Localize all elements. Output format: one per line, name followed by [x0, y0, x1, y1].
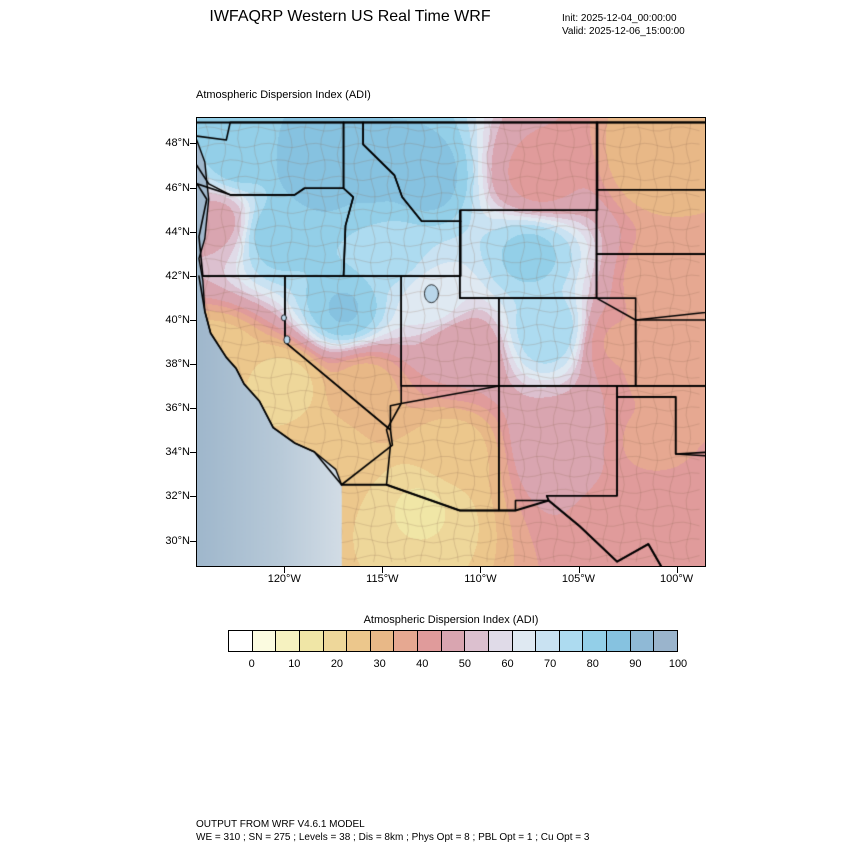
colorbar-swatch: [560, 631, 584, 651]
latitude-tick-label: 30°N: [165, 534, 190, 547]
latitude-tick-mark: [190, 232, 196, 233]
latitude-axis: [130, 117, 190, 567]
colorbar-swatch: [654, 631, 677, 651]
latitude-tick-mark: [190, 143, 196, 144]
colorbar-swatch: [583, 631, 607, 651]
colorbar-tick-label: 10: [288, 658, 301, 670]
latitude-tick-mark: [190, 452, 196, 453]
latitude-tick-label: 32°N: [165, 490, 190, 503]
colorbar-tick-label: 70: [543, 658, 557, 670]
colorbar-tick-label: 80: [586, 658, 599, 670]
run-valid-label: Valid: 2025-12-06_15:00:00: [562, 26, 685, 37]
colorbar-swatch: [276, 631, 300, 651]
footer-config-line: WE = 310 ; SN = 275 ; Levels = 38 ; Dis = 8km ; Phys Opt = 8 ; PBL Opt = 1 ; Cu Opt = 3: [196, 832, 590, 843]
colorbar-swatch: [465, 631, 489, 651]
longitude-tick-label: 110°W: [464, 573, 497, 585]
latitude-tick-label: 38°N: [165, 358, 190, 371]
colorbar-swatch: [536, 631, 560, 651]
longitude-tick-label: 120°W: [267, 573, 301, 585]
colorbar-swatch: [418, 631, 442, 651]
latitude-tick-label: 44°N: [165, 225, 190, 238]
colorbar-title: Atmospheric Dispersion Index (ADI): [363, 614, 539, 626]
latitude-tick-mark: [190, 364, 196, 365]
colorbar-tick-label: 50: [458, 658, 471, 670]
latitude-tick-mark: [190, 496, 196, 497]
latitude-tick-label: 42°N: [165, 269, 190, 282]
footer-model-line: OUTPUT FROM WRF V4.6.1 MODEL: [196, 819, 365, 830]
colorbar-tick-label: 60: [501, 658, 514, 670]
longitude-tick-label: 100°W: [659, 573, 694, 585]
latitude-tick-label: 46°N: [165, 181, 190, 194]
colorbar-swatch: [253, 631, 277, 651]
colorbar-swatch: [394, 631, 418, 651]
colorbar-tick-label: 100: [668, 658, 688, 670]
latitude-tick-label: 40°N: [165, 313, 190, 326]
colorbar-swatch: [631, 631, 655, 651]
panel-title: Atmospheric Dispersion Index (ADI): [196, 89, 371, 101]
colorbar-swatch: [371, 631, 395, 651]
colorbar-tick-labels: [228, 658, 688, 674]
colorbar-swatch: [347, 631, 371, 651]
latitude-tick-mark: [190, 408, 196, 409]
colorbar-swatch: [607, 631, 631, 651]
latitude-tick-mark: [190, 320, 196, 321]
latitude-tick-label: 36°N: [165, 402, 190, 415]
run-init-label: Init: 2025-12-04_00:00:00: [562, 13, 677, 24]
colorbar-swatch: [442, 631, 466, 651]
map-field-canvas: [197, 118, 705, 566]
colorbar-tick-label: 20: [330, 658, 344, 670]
longitude-axis: [196, 573, 706, 595]
latitude-tick-label: 48°N: [165, 137, 190, 150]
colorbar-swatch: [513, 631, 537, 651]
colorbar[interactable]: [228, 630, 678, 652]
longitude-tick-mark: [579, 567, 580, 573]
colorbar-tick-label: 0: [248, 658, 255, 670]
colorbar-swatch: [324, 631, 348, 651]
colorbar-swatch: [229, 631, 253, 651]
map-plot[interactable]: [196, 117, 706, 567]
page-title: IWFAQRP Western US Real Time WRF: [209, 8, 491, 25]
latitude-tick-label: 34°N: [165, 446, 190, 459]
longitude-tick-mark: [284, 567, 285, 573]
longitude-tick-label: 115°W: [366, 573, 399, 585]
colorbar-tick-label: 30: [373, 658, 386, 670]
longitude-tick-mark: [677, 567, 678, 573]
colorbar-swatch: [300, 631, 324, 651]
longitude-tick-mark: [480, 567, 481, 573]
longitude-tick-mark: [382, 567, 383, 573]
latitude-tick-mark: [190, 276, 196, 277]
latitude-tick-mark: [190, 188, 196, 189]
colorbar-tick-label: 40: [416, 658, 429, 670]
colorbar-swatch: [489, 631, 513, 651]
colorbar-tick-label: 90: [629, 658, 642, 670]
latitude-tick-mark: [190, 541, 196, 542]
longitude-tick-label: 105°W: [561, 573, 596, 585]
